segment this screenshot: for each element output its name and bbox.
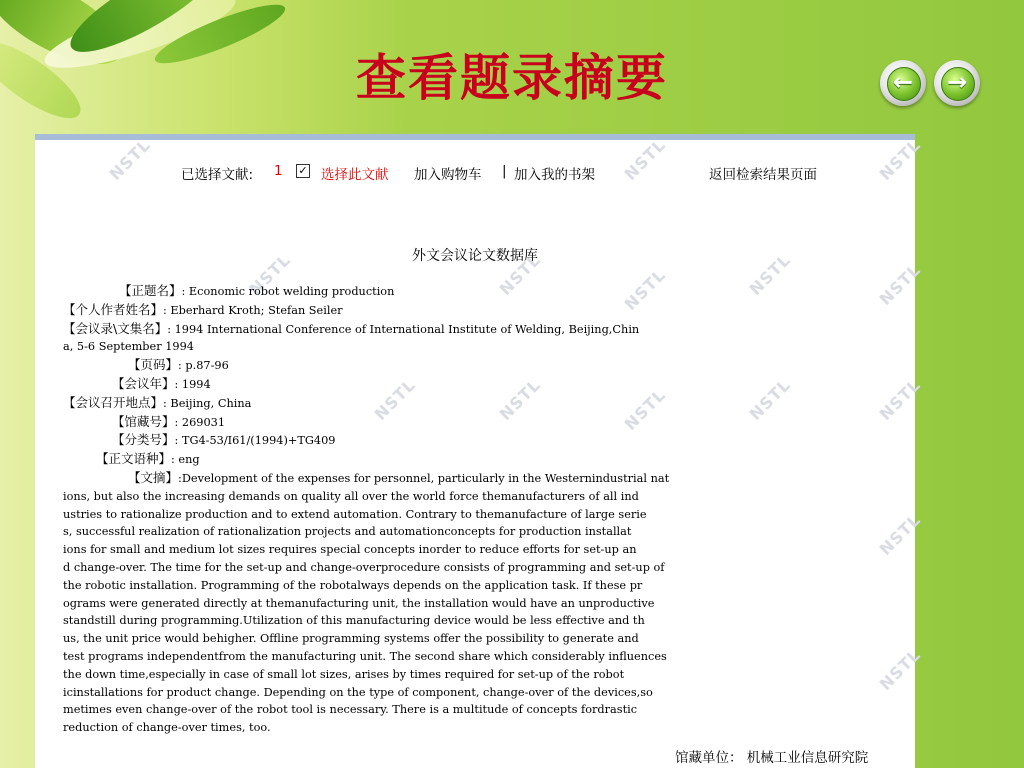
record-panel [35, 134, 925, 768]
arrow-left-icon: ← [892, 68, 914, 96]
abstract-line: icinstallations for product change. Depending on the type of component, change-over of the devices,so [63, 685, 653, 699]
field-value: : 1994 International Conference of International Institute of Welding, Beijing,Chin [167, 322, 640, 336]
watermark: NSTL [620, 385, 670, 434]
record-details [63, 282, 843, 737]
back-nav-button[interactable] [880, 60, 926, 106]
field-value: : 1994 [174, 377, 211, 391]
field-value: : eng [171, 453, 200, 467]
field-value: : p.87-96 [178, 359, 229, 373]
field-row [63, 320, 843, 339]
field-row [63, 356, 843, 375]
watermark: NSTL [745, 375, 795, 424]
abstract-line: metimes even change-over of the robot tool is necessary. There is a multitude of concepts fordrastic [63, 703, 638, 717]
watermark: NSTL [370, 375, 420, 424]
field-row [63, 394, 843, 413]
field-value: : Beijing, China [163, 396, 252, 410]
field-value: : Economic robot welding production [181, 285, 395, 298]
abstract-line: standstill during programming.Utilization of this manufacturing device would be less effective and th [63, 614, 645, 628]
field-row [63, 450, 843, 469]
selected-label: 已选择文献: [181, 167, 254, 183]
add-to-cart-link[interactable]: 加入购物车 [414, 167, 482, 183]
field-label: 【个人作者姓名】 [63, 301, 164, 317]
abstract-line: 【文摘】:Development of the expenses for personnel, particularly in the Westernindustrial nat [128, 469, 670, 485]
field-label: 【分类号】 [112, 432, 175, 448]
field-value: : 269031 [174, 415, 226, 429]
field-row [63, 375, 843, 394]
arrow-right-icon: → [946, 68, 968, 96]
watermark: NSTL [245, 250, 295, 299]
abstract-line: the down time,especially in case of small lot sizes, arises by times required for set-up of the robot [63, 667, 625, 681]
field-row [63, 301, 843, 320]
watermark: NSTL [875, 510, 925, 559]
field-label: 【页码】 [128, 357, 179, 373]
abstract-line: the robotic installation. Programming of the robotalways depends on the application task. If these pr [63, 578, 643, 592]
watermark: NSTL [875, 645, 925, 694]
selected-count: 1 [274, 163, 283, 179]
abstract-line: d change-over. The time for the set-up and change-overprocedure consists of programming and set-up of [63, 560, 665, 574]
abstract-line: us, the unit price would behigher. Offline programming systems offer the possibility to generate and [63, 632, 639, 646]
watermark: NSTL [745, 250, 795, 299]
field-value: : Eberhard Kroth; Stefan Seiler [163, 303, 343, 317]
field-label: 【会议录\文集名】 [63, 320, 168, 336]
abstract-line: test programs independentfrom the manufacturing unit. The second share which considerably influences [63, 649, 667, 663]
abstract-line: ograms were generated directly at themanufacturing unit, the installation would have an unproductive [63, 596, 655, 610]
field-label: 【会议年】 [112, 375, 175, 391]
field-label: 【正题名】 [119, 283, 182, 298]
back-to-results-link[interactable]: 返回检索结果页面 [709, 167, 817, 183]
toolbar [35, 163, 915, 183]
select-this-link[interactable]: 选择此文献 [321, 167, 389, 183]
watermark: NSTL [620, 265, 670, 314]
field-row [63, 431, 843, 450]
abstract-label: 【文摘】 [128, 469, 179, 485]
field-row [63, 413, 843, 432]
abstract-line: ions for small and medium lot sizes requires special concepts inorder to reduce efforts for set-up an [63, 543, 637, 557]
forward-nav-button[interactable] [934, 60, 980, 106]
abstract-line: reduction of change-over times, too. [63, 721, 271, 735]
field-row [63, 338, 843, 356]
database-title: 外文会议论文数据库 [412, 248, 538, 264]
toolbar-separator: | [502, 163, 507, 179]
field-value: : TG4-53/I61/(1994)+TG409 [174, 434, 336, 448]
abstract-line: s, successful realization of rationalization projects and automationconcepts for production installat [63, 525, 632, 539]
slide-title: 查看题录摘要 [356, 48, 668, 107]
abstract-line: ustries to rationalize production and to extend automation. Contrary to themanufacture of large serie [63, 507, 647, 521]
watermark: NSTL [495, 250, 545, 299]
watermark: NSTL [105, 135, 155, 184]
watermark: NSTL [495, 375, 545, 424]
add-to-bookshelf-link[interactable]: 加入我的书架 [514, 167, 595, 183]
watermark: NSTL [875, 375, 925, 424]
watermark: NSTL [875, 135, 925, 184]
field-value: a, 5-6 September 1994 [63, 340, 194, 354]
field-row [63, 282, 843, 301]
watermark: NSTL [875, 260, 925, 309]
abstract-line: ions, but also the increasing demands on quality all over the world force themanufacturers of all ind [63, 489, 639, 503]
field-label: 【会议召开地点】 [63, 394, 164, 410]
watermark: NSTL [620, 135, 670, 184]
select-checkbox[interactable]: ✓ [296, 164, 310, 178]
field-label: 【馆藏号】 [112, 413, 175, 429]
field-label: 【正文语种】 [96, 451, 172, 467]
holding-unit: 馆藏单位： 机械工业信息研究院 [675, 750, 869, 766]
